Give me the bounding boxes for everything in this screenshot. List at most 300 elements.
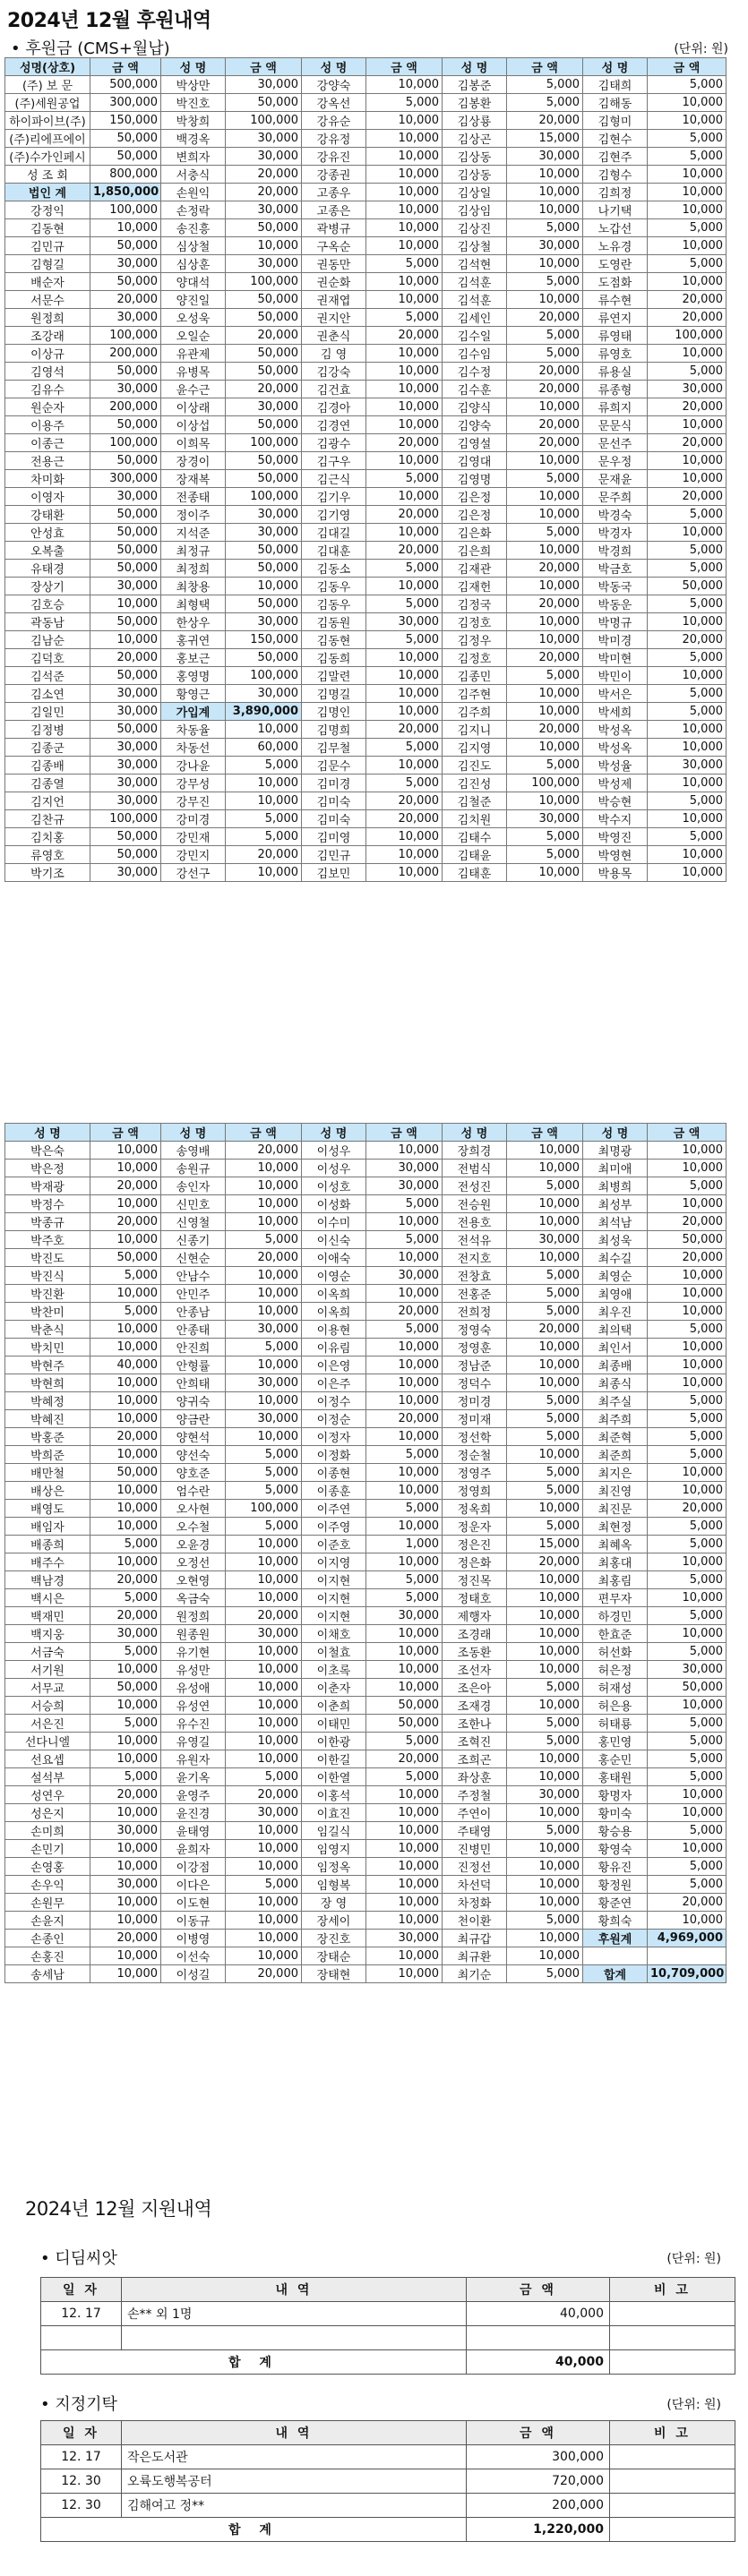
donation-amount: 50,000 [90, 363, 161, 381]
donation-amount: 30,000 [226, 506, 302, 524]
donation-amount: 10,000 [226, 1715, 302, 1733]
donor-name: 강선구 [161, 864, 226, 882]
donor-name: 오현영 [161, 1571, 226, 1589]
table-row [5, 1733, 727, 1750]
table-row [5, 1231, 727, 1249]
donor-name: 신영철 [161, 1213, 226, 1231]
donation-amount: 20,000 [507, 560, 583, 578]
donor-name: 이옥희 [302, 1303, 366, 1321]
donor-name: 정태호 [443, 1589, 507, 1607]
donor-name: 양선숙 [161, 1446, 226, 1464]
table-row [5, 1428, 727, 1446]
table-row [5, 846, 727, 864]
donor-name: 오성욱 [161, 309, 226, 327]
donation-amount: 10,000 [366, 1553, 443, 1571]
donor-name: 김석준 [5, 667, 90, 685]
donor-name: 노유경 [583, 237, 648, 255]
table-row [5, 1142, 727, 1160]
donor-name: 황정원 [583, 1876, 648, 1894]
table-row [5, 828, 727, 846]
donor-name: 노갑선 [583, 219, 648, 237]
donation-amount: 5,000 [226, 1464, 302, 1482]
donation-amount: 5,000 [507, 1410, 583, 1428]
donation-amount: 20,000 [648, 309, 727, 327]
donation-amount: 10,000 [366, 488, 443, 506]
donation-amount: 20,000 [90, 1607, 161, 1625]
donor-name: 전지호 [443, 1249, 507, 1267]
donor-name: 박진호 [161, 94, 226, 112]
donation-amount: 50,000 [90, 452, 161, 470]
support2-title: • 지정기탁 [40, 2395, 117, 2414]
table-row [5, 792, 727, 810]
support-date: 12. 17 [41, 2445, 122, 2469]
donation-amount: 10,000 [648, 1786, 727, 1804]
donor-name: 박진식 [5, 1267, 90, 1285]
donation-amount: 10,000 [366, 273, 443, 291]
donation-amount: 30,000 [226, 76, 302, 94]
donation-amount: 20,000 [226, 381, 302, 398]
donation-amount: 10,000 [90, 1947, 161, 1965]
donor-name: 안진희 [161, 1339, 226, 1356]
donor-name: 김미숙 [302, 792, 366, 810]
donor-name: 강정익 [5, 201, 90, 219]
donation-amount: 10,000 [366, 667, 443, 685]
donation-amount: 20,000 [648, 1249, 727, 1267]
table-row [5, 112, 727, 130]
donation-amount: 10,000 [366, 1625, 443, 1643]
donation-amount: 15,000 [507, 1536, 583, 1553]
donation-amount: 10,000 [507, 398, 583, 416]
donation-amount: 30,000 [90, 381, 161, 398]
donation-amount: 10,000 [90, 1339, 161, 1356]
donation-amount: 5,000 [366, 309, 443, 327]
donor-name: 박성제 [583, 775, 648, 792]
donor-name: 이한열 [302, 1768, 366, 1786]
donation-amount: 10,000 [507, 452, 583, 470]
donation-amount: 10,000 [226, 775, 302, 792]
donation-amount: 20,000 [226, 1249, 302, 1267]
donation-amount: 5,000 [226, 1482, 302, 1500]
donation-amount: 10,000 [366, 828, 443, 846]
donation-amount: 200,000 [90, 345, 161, 363]
donor-name: 정은진 [443, 1536, 507, 1553]
donation-amount: 10,000 [366, 201, 443, 219]
donation-amount: 5,000 [507, 846, 583, 864]
donation-amount: 10,000 [226, 1303, 302, 1321]
donation-amount: 5,000 [90, 1303, 161, 1321]
donation-amount: 5,000 [507, 1679, 583, 1697]
donor-name: 최정희 [161, 560, 226, 578]
donor-name: 김정호 [443, 613, 507, 631]
donation-amount: 5,000 [226, 810, 302, 828]
table-row [5, 1715, 727, 1733]
donor-name: 설석부 [5, 1768, 90, 1786]
donor-name: 안형률 [161, 1356, 226, 1374]
donation-amount: 30,000 [226, 1410, 302, 1428]
donation-amount: 150,000 [90, 112, 161, 130]
table-row [5, 1822, 727, 1840]
donor-name: 권지안 [302, 309, 366, 327]
table-row [5, 1356, 727, 1374]
donor-name: 김종열 [5, 775, 90, 792]
table-row [5, 1965, 727, 1983]
donor-name: 박성옥 [583, 739, 648, 757]
support1-total-row [41, 2350, 735, 2375]
donor-name: 전홍준 [443, 1285, 507, 1303]
donor-name: 주태영 [443, 1822, 507, 1840]
donor-name: 박창희 [161, 112, 226, 130]
donor-name: 김기우 [302, 488, 366, 506]
donor-name: 양귀숙 [161, 1392, 226, 1410]
donation-amount: 10,000 [366, 1858, 443, 1876]
donor-name: 김현수 [583, 130, 648, 148]
donation-amount: 10,000 [648, 166, 727, 184]
donation-amount: 50,000 [226, 542, 302, 560]
donor-name: 박종규 [5, 1213, 90, 1231]
donation-amount: 5,000 [648, 1750, 727, 1768]
donation-amount [648, 1947, 727, 1965]
donation-amount: 10,000 [90, 1374, 161, 1392]
support-date: 12. 30 [41, 2469, 122, 2494]
donor-name: 박춘식 [5, 1321, 90, 1339]
donation-amount: 50,000 [90, 148, 161, 166]
donor-name: 전희정 [443, 1303, 507, 1321]
donor-name: 최창용 [161, 578, 226, 595]
donor-name: 장상기 [5, 578, 90, 595]
donation-section-title-text: 후원금 (CMS+월납) [25, 39, 170, 58]
donor-name: 김희정 [583, 184, 648, 201]
table-row [5, 76, 727, 94]
donor-name: 하이파이브(주) [5, 112, 90, 130]
donation-amount: 20,000 [226, 1607, 302, 1625]
donation-amount: 20,000 [507, 595, 583, 613]
table-row [41, 2445, 735, 2469]
donation-amount: 30,000 [90, 775, 161, 792]
table-row [5, 94, 727, 112]
table-row [5, 1589, 727, 1607]
donation-amount: 10,000 [90, 1912, 161, 1930]
donor-name: 박진환 [5, 1285, 90, 1303]
donation-amount: 10,000 [226, 1571, 302, 1589]
support-detail: 손** 외 1명 [122, 2302, 467, 2326]
donation-amount: 5,000 [648, 1733, 727, 1750]
support1-title: • 디딤씨앗 [40, 2249, 117, 2268]
donor-name: 김지니 [443, 721, 507, 739]
donation-amount: 30,000 [90, 792, 161, 810]
table-row [5, 1876, 727, 1894]
support-date: 12. 30 [41, 2494, 122, 2518]
donor-name: 김석훈 [443, 273, 507, 291]
donor-name: 최지은 [583, 1464, 648, 1482]
donation-amount: 20,000 [90, 1213, 161, 1231]
donation-amount: 20,000 [226, 846, 302, 864]
donation-amount: 50,000 [226, 345, 302, 363]
donation-amount: 10,000 [648, 1303, 727, 1321]
donor-name: 안성효 [5, 524, 90, 542]
donor-name: 박경숙 [583, 506, 648, 524]
table-row [5, 1679, 727, 1697]
column-header: 내 역 [122, 2421, 467, 2445]
donor-name: 유영길 [161, 1733, 226, 1750]
donation-amount: 5,000 [507, 1822, 583, 1840]
table-row [5, 524, 727, 542]
donation-amount: 20,000 [366, 792, 443, 810]
donor-name: 김민규 [302, 846, 366, 864]
donor-name: 제행자 [443, 1607, 507, 1625]
donor-name: 김유수 [5, 381, 90, 398]
donation-amount: 30,000 [90, 255, 161, 273]
donation-amount: 10,000 [507, 703, 583, 721]
support2-total: 1,220,000 [467, 2518, 610, 2542]
donor-name: 김명인 [302, 703, 366, 721]
donor-name: 서무교 [5, 1679, 90, 1697]
donation-amount: 10,000 [507, 792, 583, 810]
donation-amount: 10,000 [366, 1392, 443, 1410]
donor-name: 이태민 [302, 1715, 366, 1733]
donor-name: 원종원 [161, 1625, 226, 1643]
donor-name: 이정순 [302, 1410, 366, 1428]
table-row [5, 1392, 727, 1410]
donor-name: 이주영 [302, 1518, 366, 1536]
donation-amount: 10,000 [648, 184, 727, 201]
donor-name [583, 1947, 648, 1965]
support1-total-label: 합 계 [41, 2350, 467, 2375]
donation-amount: 20,000 [366, 327, 443, 345]
donation-amount: 5,000 [648, 1715, 727, 1733]
donation-amount: 30,000 [90, 703, 161, 721]
donor-name: 김은정 [443, 506, 507, 524]
table-row [5, 1285, 727, 1303]
donation-amount: 10,000 [226, 237, 302, 255]
donor-name: 강무성 [161, 775, 226, 792]
donation-amount: 10,000 [507, 1768, 583, 1786]
donor-name: 박희준 [5, 1446, 90, 1464]
donation-amount: 30,000 [226, 201, 302, 219]
donor-name: 원순자 [5, 398, 90, 416]
donation-amount: 20,000 [648, 631, 727, 649]
donor-name: 윤진경 [161, 1804, 226, 1822]
donor-name: 박정수 [5, 1195, 90, 1213]
donor-name: 황준연 [583, 1894, 648, 1912]
table-row [5, 1500, 727, 1518]
donor-name: 홍귀연 [161, 631, 226, 649]
donation-amount: 5,000 [648, 363, 727, 381]
column-header: 성 명 [583, 58, 648, 76]
donation-amount: 10,000 [366, 1249, 443, 1267]
donor-name: 전범식 [443, 1160, 507, 1177]
donor-name: 손미희 [5, 1822, 90, 1840]
donation-amount: 10,000 [90, 1804, 161, 1822]
table-row [5, 1249, 727, 1267]
donor-name: 장진호 [302, 1930, 366, 1947]
donor-name: 선요셉 [5, 1750, 90, 1768]
donor-name: 홍민영 [583, 1733, 648, 1750]
donor-name: 김양숙 [443, 416, 507, 434]
table-row [41, 2326, 735, 2350]
table-row [5, 631, 727, 649]
donor-name: 이용현 [302, 1321, 366, 1339]
donor-name: 박서은 [583, 685, 648, 703]
donor-name: 진정선 [443, 1858, 507, 1876]
donation-amount: 10,000 [507, 1930, 583, 1947]
donation-amount: 100,000 [226, 488, 302, 506]
donation-amount: 20,000 [90, 1571, 161, 1589]
table-row [5, 613, 727, 631]
table-row [5, 1947, 727, 1965]
donation-amount: 100,000 [90, 201, 161, 219]
donor-name: 조재경 [443, 1697, 507, 1715]
donation-amount: 30,000 [226, 1321, 302, 1339]
donation-amount: 10,000 [648, 201, 727, 219]
table-row [5, 1339, 727, 1356]
donor-name: 이은영 [302, 1356, 366, 1374]
donor-name: 심상철 [161, 237, 226, 255]
donation-amount: 20,000 [507, 649, 583, 667]
donation-amount: 10,000 [366, 166, 443, 184]
donation-amount: 30,000 [226, 1625, 302, 1643]
donation-amount: 10,000 [90, 1195, 161, 1213]
donor-name: 김강숙 [302, 363, 366, 381]
column-header: 성 명 [302, 58, 366, 76]
donor-name: 최미애 [583, 1160, 648, 1177]
donor-name: 최형택 [161, 595, 226, 613]
donor-name: 김경아 [302, 398, 366, 416]
support-amount: 40,000 [467, 2302, 610, 2326]
donor-name: 김지영 [443, 739, 507, 757]
donor-name: 최수길 [583, 1249, 648, 1267]
donation-amount: 10,000 [648, 1482, 727, 1500]
donation-amount: 10,000 [507, 1142, 583, 1160]
donation-table-1 [4, 57, 727, 882]
donation-amount: 50,000 [90, 828, 161, 846]
donor-name: 김종군 [5, 739, 90, 757]
table-row [5, 309, 727, 327]
donor-name: 홍순민 [583, 1750, 648, 1768]
table-row [5, 237, 727, 255]
donation-amount: 20,000 [648, 398, 727, 416]
donor-name: 강태환 [5, 506, 90, 524]
donation-amount: 10,000 [648, 1464, 727, 1482]
donation-amount: 50,000 [90, 273, 161, 291]
donor-name: 심상훈 [161, 255, 226, 273]
table-row [5, 685, 727, 703]
donor-name: 이애숙 [302, 1249, 366, 1267]
donor-name: 최성욱 [583, 1231, 648, 1249]
donor-name: 김건효 [302, 381, 366, 398]
donor-name: 이선숙 [161, 1947, 226, 1965]
donor-name: 백남경 [5, 1571, 90, 1589]
donor-name: 천이환 [443, 1912, 507, 1930]
donation-table-2 [4, 1123, 727, 1983]
donation-amount: 20,000 [90, 1177, 161, 1195]
donation-amount: 10,000 [366, 452, 443, 470]
donation-amount: 10,000 [507, 1876, 583, 1894]
donor-name: 최우진 [583, 1303, 648, 1321]
support-note [610, 2469, 735, 2494]
donation-amount: 10,000 [648, 237, 727, 255]
donor-name: 서은진 [5, 1715, 90, 1733]
donor-name: 김영설 [443, 434, 507, 452]
donor-name: 안남수 [161, 1267, 226, 1285]
donation-amount: 30,000 [366, 1177, 443, 1195]
donation-amount: 10,000 [648, 721, 727, 739]
donor-name: 정선학 [443, 1428, 507, 1446]
table-row [5, 1750, 727, 1768]
donation-amount: 10,000 [507, 685, 583, 703]
donor-name: 성은지 [5, 1804, 90, 1822]
donor-name: 최홍대 [583, 1553, 648, 1571]
donor-name: 박동국 [583, 578, 648, 595]
donor-name: 허선화 [583, 1643, 648, 1661]
donation-amount: 10,000 [366, 1518, 443, 1536]
donation-amount: 10,000 [366, 76, 443, 94]
donor-name: 이은주 [302, 1374, 366, 1392]
support2-table [40, 2420, 735, 2542]
donation-amount: 5,000 [366, 1768, 443, 1786]
donation-amount: 5,000 [226, 1339, 302, 1356]
column-header: 금 액 [467, 2421, 610, 2445]
table-row [5, 739, 727, 757]
donor-name: 문주희 [583, 488, 648, 506]
donation-amount: 10,000 [226, 1553, 302, 1571]
donation-amount: 40,000 [90, 1356, 161, 1374]
donor-name: 황승용 [583, 1822, 648, 1840]
donor-name: 오수철 [161, 1518, 226, 1536]
table-row [5, 1858, 727, 1876]
donation-amount: 150,000 [226, 631, 302, 649]
donation-amount: 10,000 [507, 739, 583, 757]
donor-name: 강양숙 [302, 76, 366, 94]
donor-name: 곽동남 [5, 613, 90, 631]
donor-name: 최준희 [583, 1446, 648, 1464]
table-row [5, 775, 727, 792]
donor-name: 이홍석 [302, 1786, 366, 1804]
donor-name: 김수임 [443, 345, 507, 363]
donation-amount: 10,000 [366, 757, 443, 775]
donation-amount: 10,000 [366, 1213, 443, 1231]
donor-name: 배영도 [5, 1500, 90, 1518]
donation-amount: 10,000 [226, 1267, 302, 1285]
table-row [5, 1213, 727, 1231]
donation-amount: 5,000 [507, 470, 583, 488]
subtotal-amount: 3,890,000 [226, 703, 302, 721]
donation-amount: 5,000 [648, 1410, 727, 1428]
donor-name: 변희자 [161, 148, 226, 166]
donation-amount: 20,000 [366, 721, 443, 739]
donation-amount: 10,000 [226, 1750, 302, 1768]
table-row [5, 1410, 727, 1428]
donation-amount: 10,000 [226, 1894, 302, 1912]
donor-name: 김명길 [302, 685, 366, 703]
donation-amount: 10,000 [648, 1804, 727, 1822]
donation-amount: 5,000 [507, 327, 583, 345]
donor-name: 김진도 [443, 757, 507, 775]
donation-amount: 5,000 [366, 1733, 443, 1750]
donor-name: 유병목 [161, 363, 226, 381]
donation-amount: 10,000 [366, 398, 443, 416]
table-row [5, 1374, 727, 1392]
donor-name: 박진도 [5, 1249, 90, 1267]
table-row [5, 1930, 727, 1947]
donor-name: 김주현 [443, 685, 507, 703]
donor-name: 김주희 [443, 703, 507, 721]
donor-name: 김정병 [5, 721, 90, 739]
donor-name: 최주희 [583, 1410, 648, 1428]
donor-name: 이지현 [302, 1589, 366, 1607]
donation-amount: 5,000 [366, 255, 443, 273]
donation-amount: 50,000 [90, 1679, 161, 1697]
donation-amount: 10,000 [226, 721, 302, 739]
